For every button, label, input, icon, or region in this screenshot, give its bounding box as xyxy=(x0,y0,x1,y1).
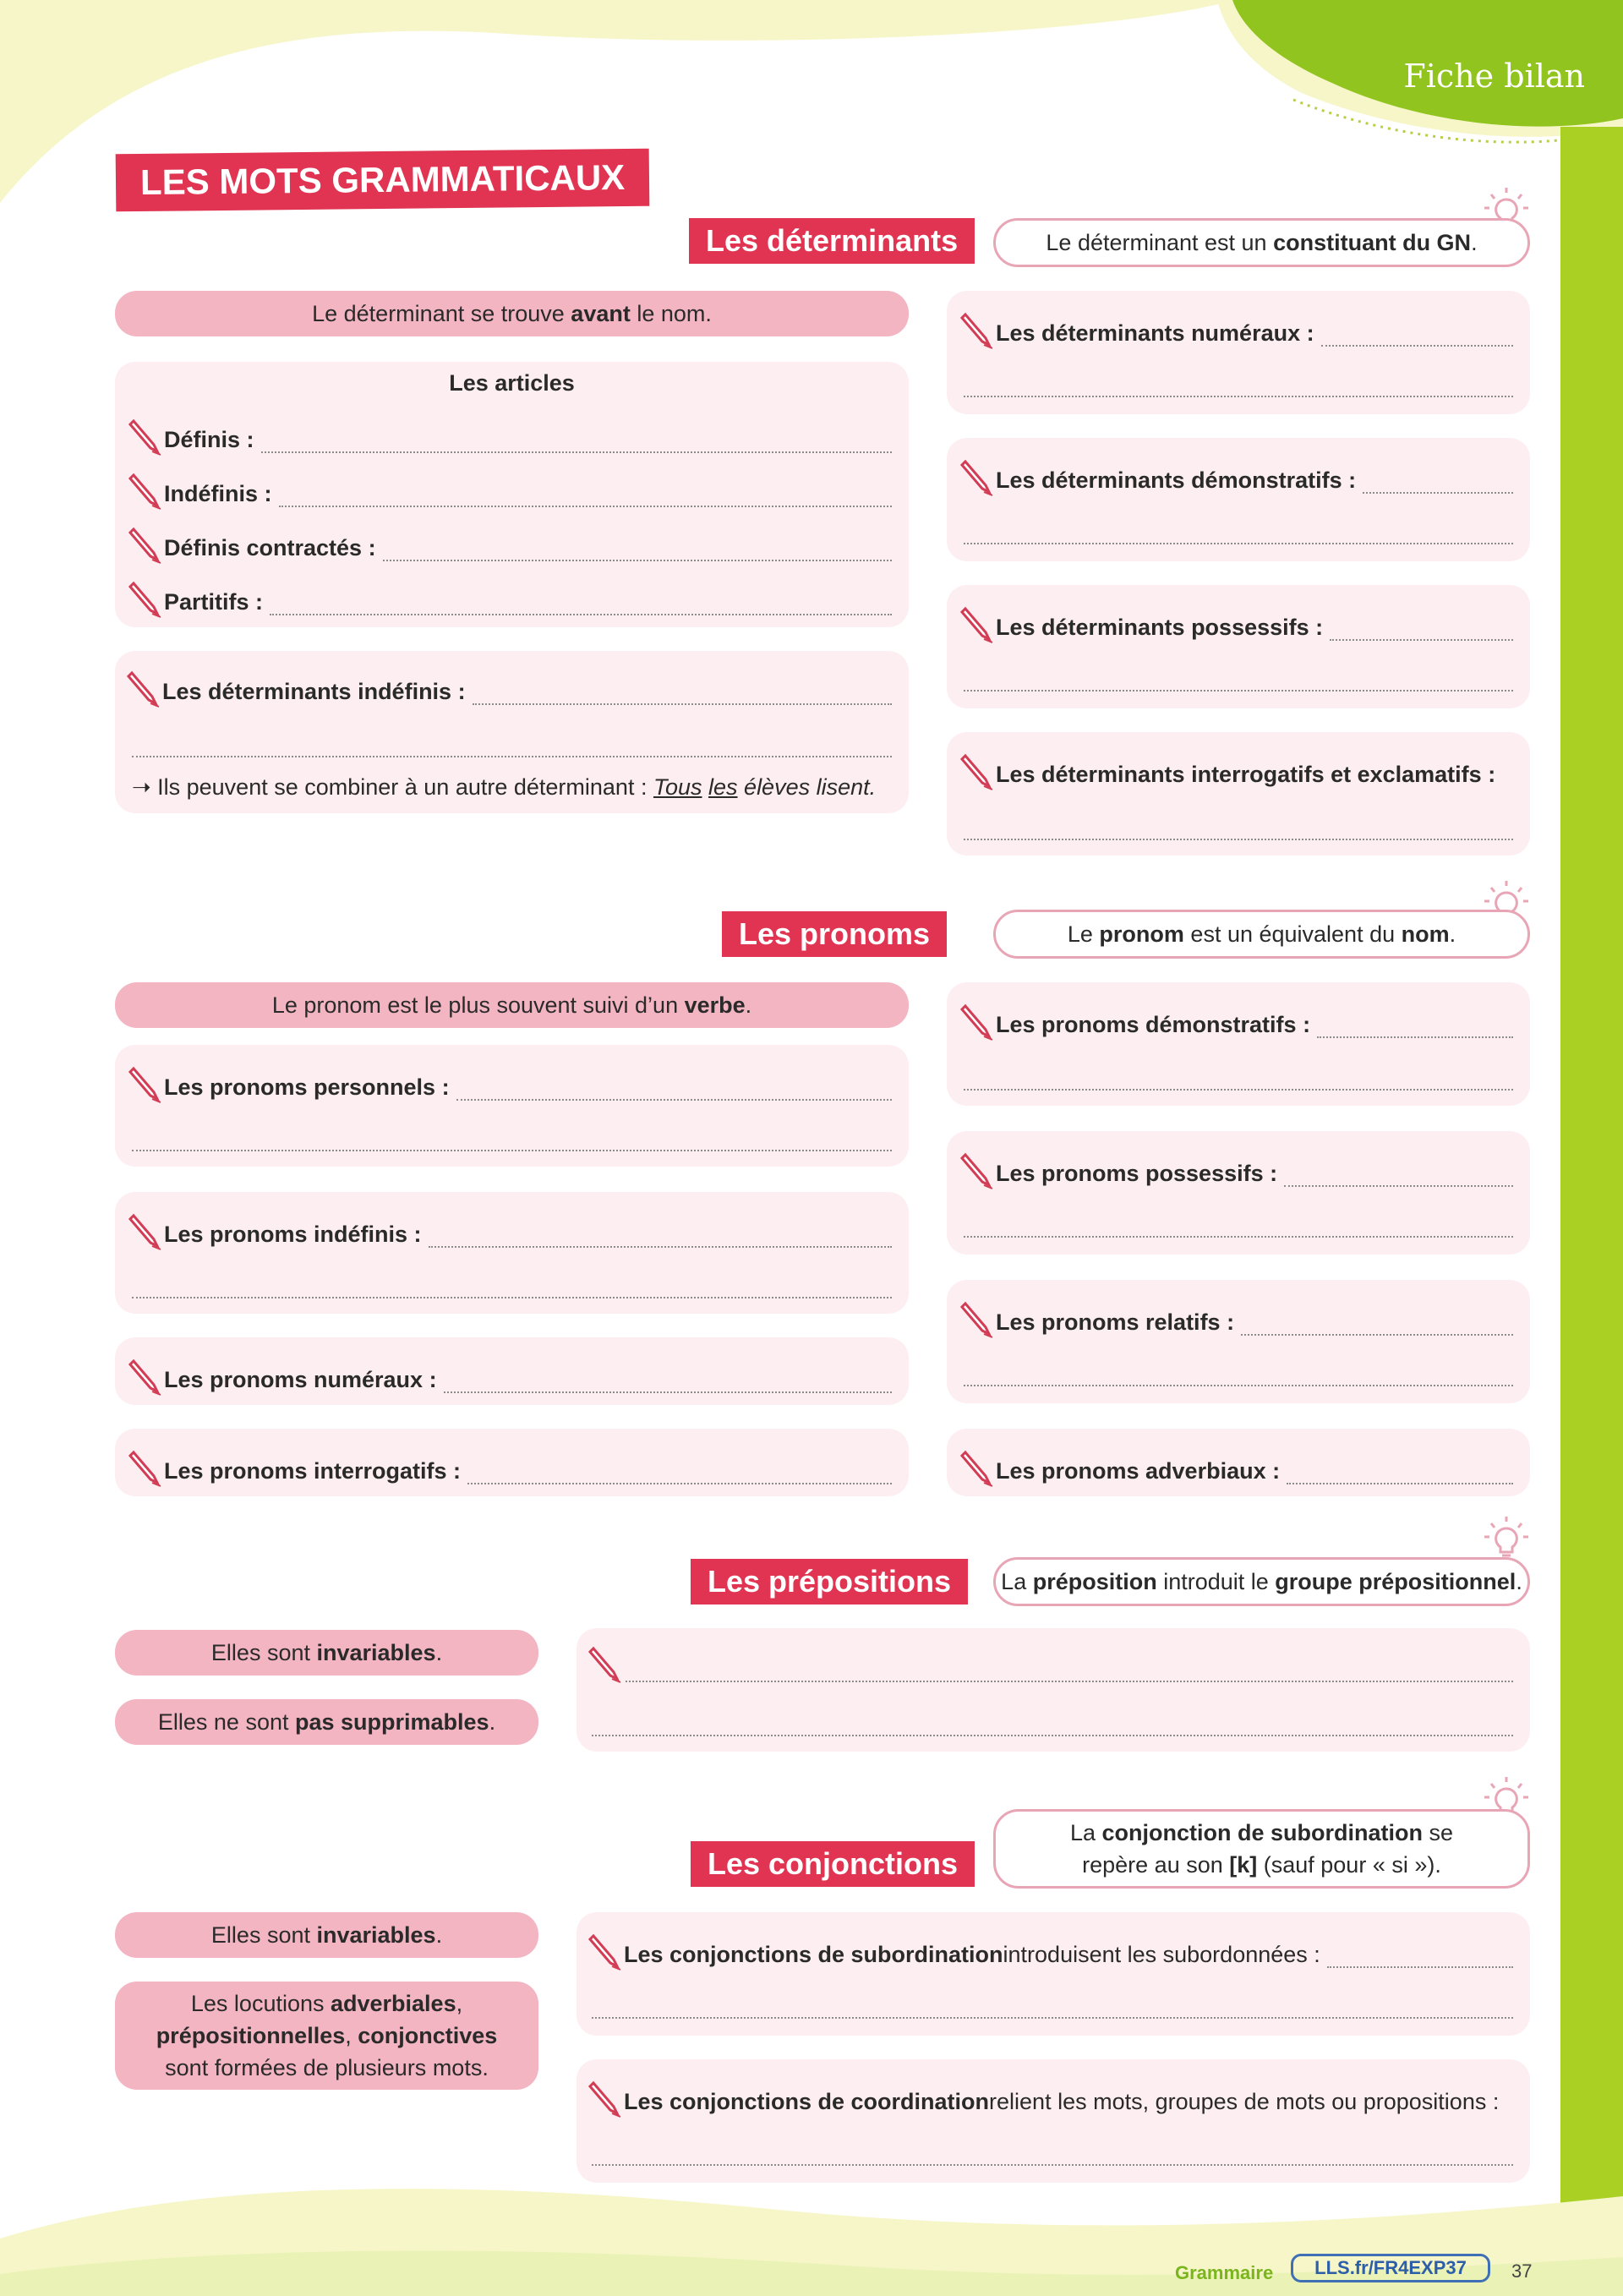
pen-icon xyxy=(588,1645,622,1684)
article-contractes-label: Définis contractés : xyxy=(164,535,376,560)
pen-icon xyxy=(128,1065,162,1104)
prepositions-non-supprimables: Elles ne sont pas supprimables. xyxy=(115,1699,538,1745)
pen-icon xyxy=(960,1003,994,1041)
determinants-interrogatifs-row[interactable]: Les déterminants interrogatifs et exclamatifs : xyxy=(960,752,1513,788)
pen-icon xyxy=(960,1151,994,1190)
pen-icon xyxy=(960,605,994,644)
pen-icon xyxy=(128,1449,162,1488)
answer-line[interactable] xyxy=(132,1150,892,1151)
pronoms-adverbiaux-row[interactable]: Les pronoms adverbiaux : xyxy=(960,1449,1513,1484)
answer-line[interactable] xyxy=(964,396,1513,397)
pen-icon xyxy=(960,752,994,791)
pronoms-relatifs-row[interactable]: Les pronoms relatifs : xyxy=(960,1300,1513,1336)
article-indefinis-label: Indéfinis : xyxy=(164,481,272,506)
article-partitifs-row[interactable] xyxy=(128,580,892,615)
article-definis-label: Définis : xyxy=(164,427,254,452)
pronoms-demonstratifs-row[interactable]: Les pronoms démonstratifs : xyxy=(960,1003,1513,1038)
conjonctions-coordination-row[interactable]: Les conjonctions de coordination relient les mots, groupes de mots ou propositions : xyxy=(588,2080,1513,2115)
main-title: LES MOTS GRAMMATICAUX xyxy=(118,151,648,210)
prepositions-answer-panel xyxy=(577,1628,1530,1752)
pronoms-numeraux-row[interactable]: Les pronoms numéraux : xyxy=(128,1358,892,1393)
conjonctions-invariables: Elles sont invariables. xyxy=(115,1912,538,1958)
answer-line[interactable] xyxy=(592,2017,1513,2019)
answer-line[interactable] xyxy=(964,1089,1513,1091)
pronoms-indefinis-row[interactable]: Les pronoms indéfinis : xyxy=(128,1212,892,1248)
answer-line[interactable] xyxy=(964,1385,1513,1386)
answer-line[interactable] xyxy=(592,1735,1513,1736)
article-indefinis-row[interactable] xyxy=(128,472,892,507)
conjonctions-subordination-row[interactable]: Les conjonctions de subordination introduisent les subordonnées : xyxy=(588,1932,1513,1968)
pronoms-personnels-row[interactable]: Les pronoms personnels : xyxy=(128,1065,892,1101)
answer-line[interactable] xyxy=(626,1681,1513,1682)
pronoms-definition: Le pronom est un équivalent du nom. xyxy=(993,910,1530,959)
answer-line[interactable] xyxy=(964,543,1513,544)
determinants-heading: Les déterminants xyxy=(689,218,975,264)
pronoms-heading: Les pronoms xyxy=(722,911,947,957)
pen-icon xyxy=(128,418,162,456)
prepositions-invariables: Elles sont invariables. xyxy=(115,1630,538,1676)
prepositions-heading: Les prépositions xyxy=(691,1559,968,1604)
pronoms-personnels-panel xyxy=(115,1045,909,1167)
determinants-indefinis-note: ➝ Ils peuvent se combiner à un autre déterminant : Tous les élèves lisent. xyxy=(132,774,877,800)
article-contractes-row[interactable] xyxy=(128,526,892,561)
answer-line[interactable] xyxy=(964,690,1513,692)
article-partitifs-label: Partitifs : xyxy=(164,589,264,615)
footer-link[interactable]: LLS.fr/FR4EXP37 xyxy=(1291,2254,1490,2282)
pen-icon xyxy=(588,2080,622,2118)
pen-icon xyxy=(128,580,162,619)
answer-line[interactable] xyxy=(964,839,1513,840)
pen-icon xyxy=(960,1449,994,1488)
pen-icon xyxy=(128,472,162,511)
pronoms-indefinis-panel xyxy=(115,1192,909,1314)
prepositions-definition: La préposition introduit le groupe prépositionnel. xyxy=(993,1557,1530,1606)
pronoms-possessifs-row[interactable]: Les pronoms possessifs : xyxy=(960,1151,1513,1187)
answer-line[interactable] xyxy=(592,2164,1513,2166)
conjonctions-locutions: Les locutions adverbiales, prépositionnelles, conjonctives sont formées de plusieurs mots. xyxy=(115,1982,538,2090)
pen-icon xyxy=(128,526,162,565)
articles-heading: Les articles xyxy=(449,370,575,396)
determinants-numeraux-row[interactable]: Les déterminants numéraux : xyxy=(960,311,1513,347)
pen-icon xyxy=(127,670,161,708)
determinants-interrogatifs-panel xyxy=(947,732,1530,856)
pen-icon xyxy=(960,311,994,350)
footer-section-label: Grammaire xyxy=(1175,2262,1274,2283)
pronoms-demonstratifs-panel xyxy=(947,982,1530,1106)
pronoms-interrogatifs-row[interactable]: Les pronoms interrogatifs : xyxy=(128,1449,892,1484)
answer-line[interactable] xyxy=(132,1297,892,1298)
pronoms-note: Le pronom est le plus souvent suivi d’un verbe. xyxy=(115,982,909,1028)
article-definis-row[interactable] xyxy=(128,418,892,453)
conjonctions-definition: La conjonction de subordination se repère au son [k] (sauf pour « si »). xyxy=(993,1809,1530,1889)
determinants-possessifs-row[interactable]: Les déterminants possessifs : xyxy=(960,605,1513,641)
determinants-indefinis-row[interactable]: Les déterminants indéfinis : xyxy=(127,670,892,705)
page-number: 37 xyxy=(1511,2260,1533,2282)
pen-icon xyxy=(128,1358,162,1397)
pen-icon xyxy=(128,1212,162,1251)
conjonctions-heading: Les conjonctions xyxy=(691,1841,975,1887)
answer-line[interactable] xyxy=(132,756,892,757)
determinants-demonstratifs-row[interactable]: Les déterminants démonstratifs : xyxy=(960,458,1513,494)
pen-icon xyxy=(588,1932,622,1971)
pen-icon xyxy=(960,458,994,497)
determinants-position-note: Le déterminant se trouve avant le nom. xyxy=(115,291,909,336)
answer-line[interactable] xyxy=(964,1236,1513,1238)
determinants-definition: Le déterminant est un constituant du GN. xyxy=(993,218,1530,267)
fiche-bilan-badge: Fiche bilan xyxy=(1403,57,1585,95)
pen-icon xyxy=(960,1300,994,1339)
